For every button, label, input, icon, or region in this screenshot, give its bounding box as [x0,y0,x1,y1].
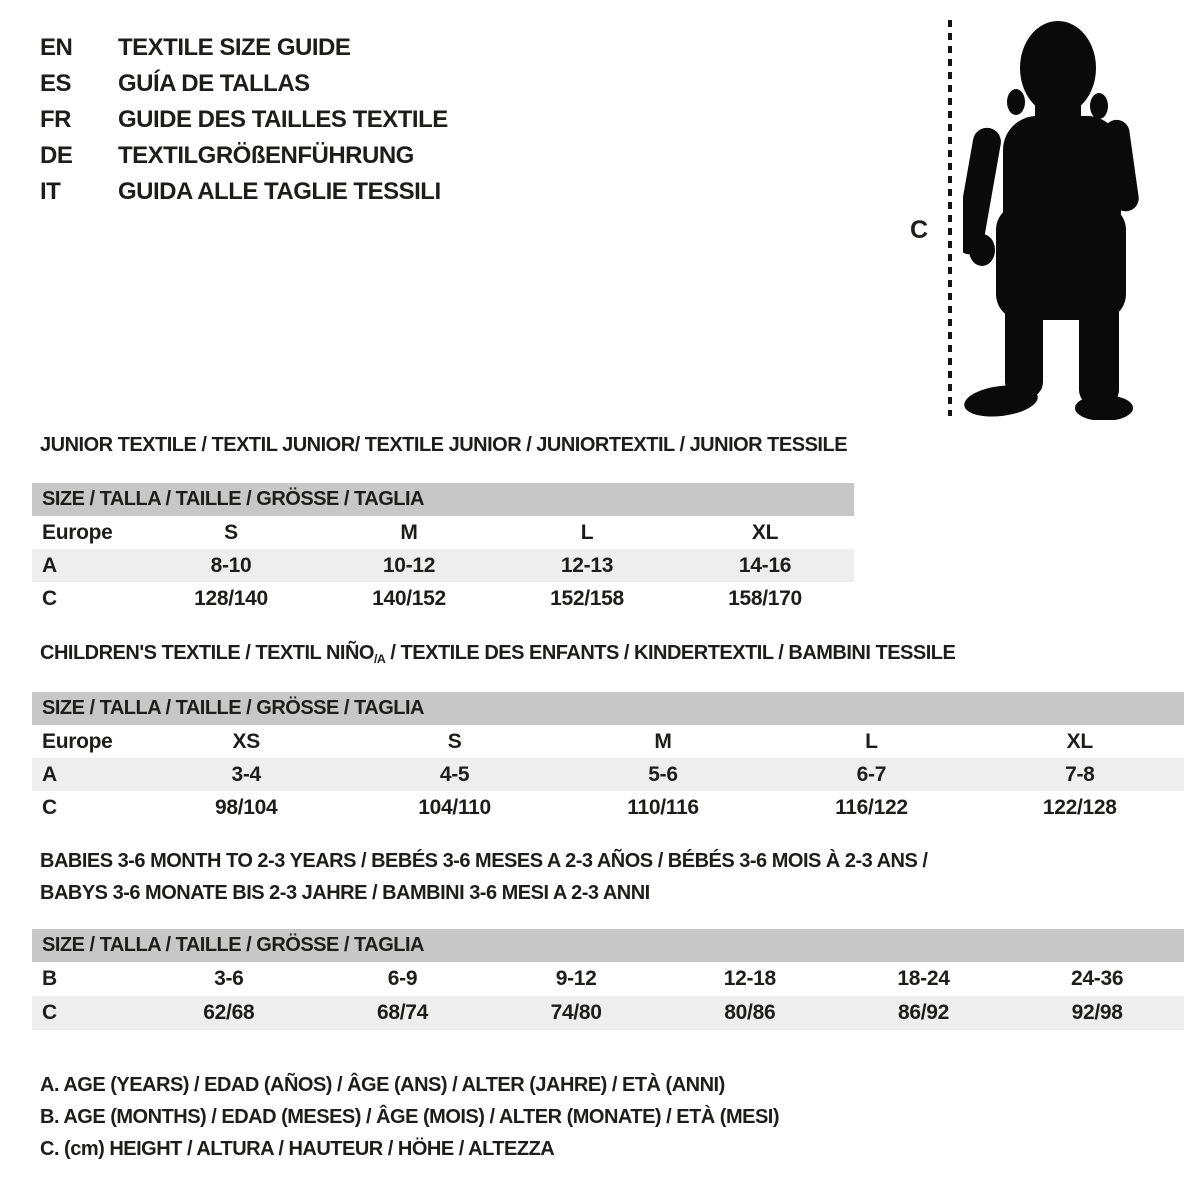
language-row-it [40,174,448,210]
size-cell: L [865,729,878,753]
row-label: Europe [42,520,113,544]
height-cell: 80/86 [724,1001,776,1024]
age-cell: 9-12 [555,967,597,990]
row-label: C [42,1001,57,1024]
age-cell: 3-6 [214,967,244,990]
age-cell: 12-13 [560,553,614,577]
language-label: GUIDA ALLE TAGLIE TESSILI [118,178,441,205]
height-cell: 110/116 [627,795,699,819]
babies-section-title-line2: BABYS 3-6 MONATE BIS 2-3 JAHRE / BAMBINI 3-6 MESI A 2-3 ANNI [40,882,650,904]
age-cell: 6-9 [387,967,418,990]
height-cell: 158/170 [728,586,802,610]
height-cell: 74/80 [550,1001,602,1024]
row-label: C [42,795,57,819]
age-cell: 3-4 [231,762,261,786]
age-cell: 18-24 [897,967,950,990]
size-header-bar: SIZE / TALLA / TAILLE / GRÖSSE / TAGLIA [32,483,854,516]
row-label: A [42,762,57,786]
table-row-height [32,791,1184,824]
size-cell: XL [1066,729,1093,753]
legend-line-c: C. (cm) HEIGHT / ALTURA / HAUTEUR / HÖHE / ALTEZZA [40,1138,555,1160]
language-code: IT [40,178,61,205]
size-cell: XL [751,520,779,544]
size-cell: S [224,520,238,544]
age-cell: 14-16 [738,553,792,577]
age-cell: 5-6 [648,762,678,786]
height-cell: 68/74 [376,1001,429,1024]
size-header-bar: SIZE / TALLA / TAILLE / GRÖSSE / TAGLIA [32,692,1184,725]
height-cell: 62/68 [203,1001,255,1024]
children-size-table [32,692,1184,824]
age-cell: 24-36 [1071,967,1124,990]
age-cell: 12-18 [723,967,776,990]
table-row-age-months [32,962,1184,996]
language-row-fr [40,102,448,138]
language-label: GUÍA DE TALLAS [118,70,310,97]
babies-section-title-line1: BABIES 3-6 MONTH TO 2-3 YEARS / BEBÉS 3-6 MESES A 2-3 AÑOS / BÉBÉS 3-6 MOIS À 2-3 ANS / [40,850,928,872]
table-row-age [32,758,1184,791]
toddler-silhouette-icon [963,18,1140,420]
age-cell: 6-7 [856,762,887,786]
row-label: Europe [42,729,113,753]
junior-section-title: JUNIOR TEXTILE / TEXTIL JUNIOR/ TEXTILE JUNIOR / JUNIORTEXTIL / JUNIOR TESSILE [40,434,848,456]
children-title-pre: CHILDREN'S TEXTILE / TEXTIL NIÑO [40,642,374,664]
height-cell: 140/152 [372,586,446,610]
height-cell: 128/140 [194,586,268,610]
language-label: TEXTILGRÖßENFÜHRUNG [118,142,414,169]
legend-line-b: B. AGE (MONTHS) / EDAD (MESES) / ÂGE (MOIS) / ALTER (MONATE) / ETÀ (MESI) [40,1106,780,1128]
height-dashed-line [948,20,952,416]
row-label: C [42,586,57,610]
size-cell: XS [232,729,260,753]
language-code: EN [40,34,73,61]
height-cell: 86/92 [897,1001,950,1024]
language-code: ES [40,70,72,97]
language-row-es [40,66,448,102]
age-cell: 7-8 [1065,762,1095,786]
language-label: GUIDE DES TAILLES TEXTILE [118,106,448,133]
junior-size-table [32,483,854,615]
height-cell: 92/98 [1071,1001,1123,1024]
language-label: TEXTILE SIZE GUIDE [118,34,351,61]
age-cell: 10-12 [382,553,436,577]
size-cell: M [654,729,672,753]
height-cell: 104/110 [418,795,491,819]
language-row-en [40,30,448,66]
size-cell: L [580,520,594,544]
table-row-age [32,549,854,582]
table-row-height [32,996,1184,1030]
height-cell: 116/122 [835,795,908,819]
babies-size-table [32,929,1184,1030]
language-list [40,30,448,210]
legend-line-a: A. AGE (YEARS) / EDAD (AÑOS) / ÂGE (ANS) / ALTER (JAHRE) / ETÀ (ANNI) [40,1074,725,1096]
size-header-bar: SIZE / TALLA / TAILLE / GRÖSSE / TAGLIA [32,929,1184,962]
children-title-subscript: /A [373,651,386,666]
children-title-post: / TEXTILE DES ENFANTS / KINDERTEXTIL / BAMBINI TESSILE [385,642,956,664]
age-cell: 4-5 [439,762,470,786]
language-row-de [40,138,448,174]
language-code: FR [40,106,71,133]
size-cell: M [400,520,418,544]
children-section-title [40,642,955,665]
table-row-europe [32,725,1184,758]
row-label: B [42,967,57,990]
size-cell: S [447,729,462,753]
table-row-europe [32,516,854,549]
height-cell: 98/104 [214,795,278,819]
row-label: A [42,553,57,577]
age-cell: 8-10 [210,553,252,577]
height-measure-label: C [910,216,929,244]
table-row-height [32,582,854,615]
height-cell: 152/158 [550,586,624,610]
language-code: DE [40,142,73,169]
height-cell: 122/128 [1042,795,1117,819]
